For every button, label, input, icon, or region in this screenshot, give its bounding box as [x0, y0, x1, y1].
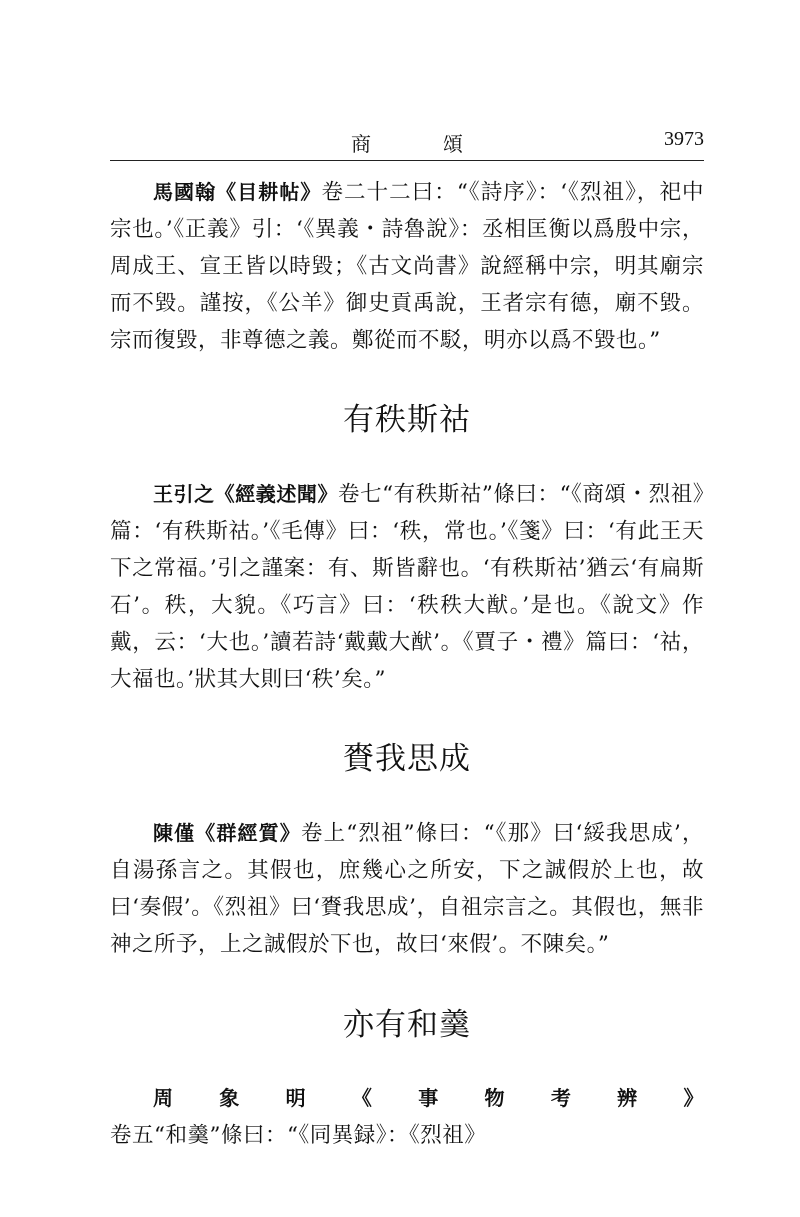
running-title: 商 頌 [351, 132, 489, 156]
paragraph-ma-guohan [110, 174, 704, 359]
quotation-text: 卷七“有秩斯祜”條曰：“《商頌・烈祖》篇：‘有秩斯祜。’《毛傳》曰：‘秩，常也。’《箋》曰：‘有此王天下之常福。’引之謹案：有、斯皆辭也。‘有秩斯祜’猶云‘有扁斯石’。秩，大貌。《巧言》曰：‘秩秩大猷。’是也。《說文》作戴，云：‘大也。’讀若詩‘戴戴大猷’。《賈子・禮》篇曰：‘祜，大福也。’狀其大則曰‘秩’矣。” [110, 482, 705, 692]
quotation-text: 卷二十二曰：“《詩序》：‘《烈祖》，祀中宗也。’《正義》引：‘《異義・詩魯說》：丞相匡衡以爲殷中宗，周成王、宣王皆以時毀；《古文尚書》說經稱中宗，明其廟宗而不毀。謹按，《公羊》御史貢禹說，王者宗有德，廟不毀。宗而復毀，非尊德之義。鄭從而不駁，明亦以爲不毀也。” [110, 180, 705, 353]
cited-author-work: 陳僅《群經質》 [153, 821, 301, 845]
paragraph-chen-jin [110, 815, 704, 963]
paragraph-zhou-xiangming [110, 1080, 704, 1154]
page-body [110, 174, 704, 1154]
paragraph-wang-yinzhi [110, 476, 704, 698]
quotation-text: 卷五“和羹”條曰：“《同異録》：《烈祖》 [110, 1123, 487, 1148]
section-heading-yi-you-he-geng: 亦有和羹 [343, 1007, 471, 1043]
page-number: 3973 [664, 128, 704, 150]
cited-author-work: 馬國翰《目耕帖》 [153, 180, 322, 204]
section-heading-lai-wo-si-cheng: 賚我思成 [343, 741, 471, 777]
cited-author-work: 周象明《事物考辨》 [153, 1086, 704, 1110]
running-header [110, 126, 704, 161]
section-heading-you-zhi-si-hu: 有秩斯祜 [343, 402, 471, 438]
quotation-text: 卷上“烈祖”條曰：“《那》曰‘綏我思成’，自湯孫言之。其假也，庶幾心之所安，下之誠假於上也，故曰‘奏假’。《烈祖》曰‘賚我思成’，自祖宗言之。其假也，無非神之所予，上之誠假於下也，故曰‘來假’。不陳矣。” [110, 821, 704, 957]
cited-author-work: 王引之《經義述聞》 [153, 482, 339, 506]
